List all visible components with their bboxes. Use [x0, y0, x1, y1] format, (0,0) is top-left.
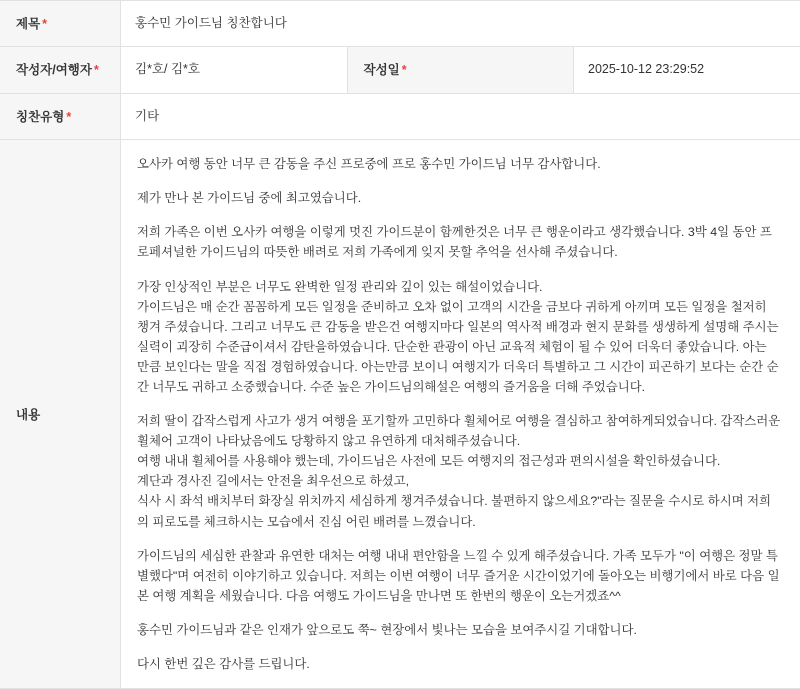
table-row-author-date	[0, 47, 800, 93]
value-author: 김*호/ 김*호	[121, 47, 348, 93]
content-paragraph: 가이드님의 세심한 관찰과 유연한 대처는 여행 내내 편안함을 느낄 수 있게 해주셨습니다. 가족 모두가 "이 여행은 정말 특별했다"며 여전히 이야기하고 있습니다. 저희는 이번 여행이 너무 즐거운 시간이었기에 돌아오는 비행기에서 바로 다음 일본 여행 계획을 세웠습니다. 다음 여행도 가이드님을 만나면 또 한번의 행운이 오는거겠죠^^	[137, 546, 782, 606]
content-paragraph: 저희 가족은 이번 오사카 여행을 이렇게 멋진 가이드분이 함께한것은 너무 큰 행운이라고 생각했습니다. 3박 4일 동안 프로페셔널한 가이드님의 따뜻한 배려로 저희 가족에게 잊지 못할 추억을 선사해 주셨습니다.	[137, 222, 782, 262]
label-title-text: 제목	[16, 17, 40, 31]
content-paragraph: 가장 인상적인 부분은 너무도 완벽한 일정 관리와 깊이 있는 해설이었습니다. 가이드님은 매 순간 꼼꼼하게 모든 일정을 준비하고 오차 없이 고객의 시간을 금보다 귀하게 아끼며 모든 일정을 철저히 챙겨 주셨습니다. 그리고 너무도 큰 감동을 받은건 여행지마다 일본의 역사적 배경과 현지 문화를 생생하게 설명해 주시는 실력이 괴장히 수준급이셔서 감탄을하였습니다. 단순한 관광이 아닌 교육적 체험이 될 수 있어 더욱더 좋았습니다. 아는 만큼 보인다는 말을 직접 경험하였습니다. 아는만큼 보이니 여행지가 더욱더 특별하고 그 시간이 피곤하기 보다는 순간 순간 너무도 귀하고 소중했습니다. 수준 높은 가이드님의해설은 여행의 즐거움을 더해 주었습니다.	[137, 277, 782, 398]
label-author	[0, 47, 121, 93]
label-author-text: 작성자/여행자	[16, 63, 92, 77]
table-row-praise-type	[0, 93, 800, 139]
content-paragraph: 홍수민 가이드님과 같은 인재가 앞으로도 쭉~ 현장에서 빛나는 모습을 보여주시길 기대합니다.	[137, 620, 782, 640]
label-created-date	[347, 47, 574, 93]
label-content	[0, 140, 121, 689]
label-praise-type-text: 칭찬유형	[16, 110, 64, 124]
content-paragraph: 제가 만나 본 가이드님 중에 최고였습니다.	[137, 188, 782, 208]
value-title: 홍수민 가이드님 칭찬합니다	[121, 1, 800, 47]
table-row-title	[0, 1, 800, 47]
required-mark-author: *	[94, 63, 99, 77]
required-mark-date: *	[402, 63, 407, 77]
required-mark: *	[42, 17, 47, 31]
value-praise-type: 기타	[121, 93, 800, 139]
content-paragraph: 다시 한번 깊은 감사를 드립니다.	[137, 654, 782, 674]
table-row-content	[0, 140, 800, 689]
content-paragraph: 저희 딸이 갑작스럽게 사고가 생겨 여행을 포기할까 고민하다 휠체어로 여행을 결심하고 참여하게되었습니다. 갑작스러운 휠체어 고객이 나타났음에도 당황하지 않고 유연하게 대처해주셨습니다. 여행 내내 휠체어를 사용해야 했는데, 가이드님은 사전에 모든 여행지의 접근성과 편의시설을 확인하셨습니다. 계단과 경사진 길에서는 안전을 최우선으로 하셨고, 식사 시 좌석 배치부터 화장실 위치까지 세심하게 챙겨주셨습니다. 불편하지 않으세요?"라는 질문을 수시로 하시며 저희의 피로도를 체크하시는 모습에서 진심 어린 배려를 느꼈습니다.	[137, 411, 782, 532]
label-title	[0, 1, 121, 47]
required-mark-type: *	[66, 110, 71, 124]
value-created-date: 2025-10-12 23:29:52	[574, 47, 800, 93]
label-content-text: 내용	[16, 408, 40, 422]
value-content	[121, 140, 800, 689]
label-praise-type	[0, 93, 121, 139]
label-created-date-text: 작성일	[364, 63, 400, 77]
content-paragraph: 오사카 여행 동안 너무 큰 감동을 주신 프로중에 프로 홍수민 가이드님 너무 감사합니다.	[137, 154, 782, 174]
